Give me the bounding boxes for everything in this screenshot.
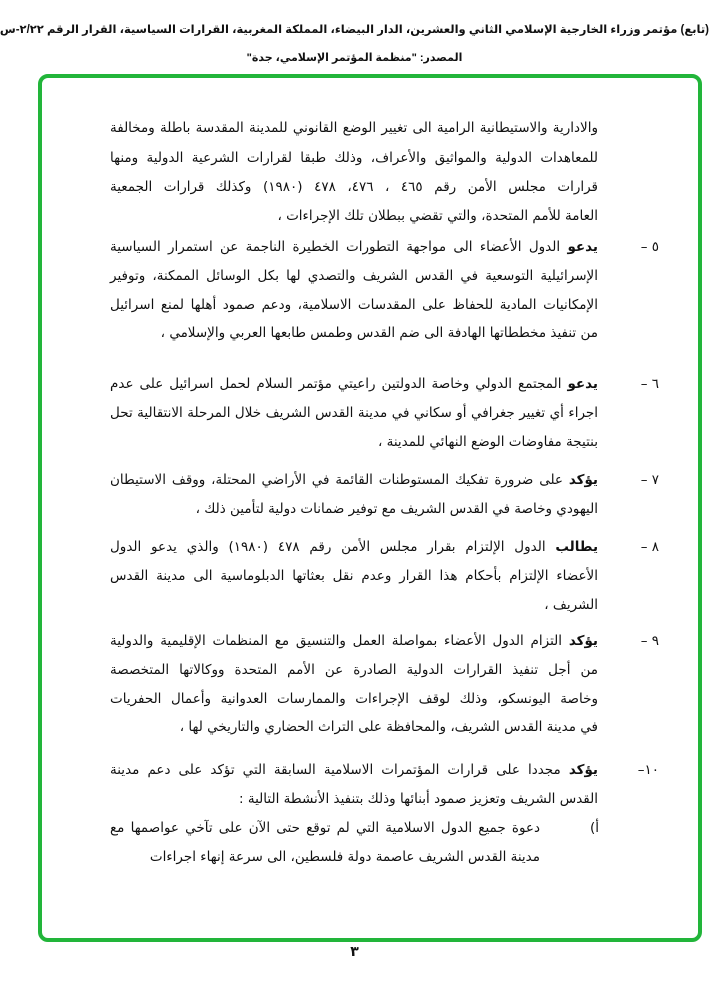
intro-line: للمعاهدات الدولية والمواثيق والأعراف، وذلك طبقا لقرارات الشرعية الدولية ومنها xyxy=(110,150,598,166)
document-source: المصدر: "منظمة المؤتمر الإسلامي، جدة" xyxy=(246,52,463,64)
item-text: الدول الأعضاء الى مواجهة التطورات الخطيرة الناجمة عن استمرار السياسية xyxy=(110,239,561,255)
item-line: الإمكانيات المادية للحفاظ على المقدسات الاسلامية، ودعم صمود أهلها لمنع اسرائيل xyxy=(110,297,598,313)
item-number: ٦ – xyxy=(640,376,659,392)
item-text: الدول الإلتزام بقرار مجلس الأمن رقم ٤٧٨ (١٩٨٠) والذي يدعو الدول xyxy=(110,539,546,555)
intro-line: قرارات مجلس الأمن رقم ٤٦٥ ، ٤٧٦، ٤٧٨ (١٩٨٠) وكذلك قرارات الجمعية xyxy=(110,179,598,195)
item-text: التزام الدول الأعضاء بمواصلة العمل والتنسيق مع المنظمات الإقليمية والدولية xyxy=(110,633,563,649)
item-line: من أجل تنفيذ القرارات الدولية الصادرة عن الأمم المتحدة ووكالاتها المتخصصة xyxy=(110,662,598,678)
document-header-title: (تابع) مؤتمر وزراء الخارجية الإسلامي الثاني والعشرين، الدار البيضاء، المملكة المغربية، القرارات السياسية، القرار الرقم ٢/٢٢-س xyxy=(0,24,709,36)
item-number: ١٠– xyxy=(637,762,659,778)
item-line: الشريف ، xyxy=(544,597,598,613)
item-line xyxy=(110,237,598,257)
item-line: اليهودي وخاصة في القدس الشريف مع توفير ضمانات دولية لتأمين ذلك ، xyxy=(195,501,598,517)
item-text: مجددا على قرارات المؤتمرات الاسلامية السابقة التي تؤكد على دعم مدينة xyxy=(110,762,561,778)
item-line xyxy=(110,374,598,394)
item-line: وخاصة اليونسكو، وذلك لوقف الإجراءات والممارسات العدوانية وأعمال الحفريات xyxy=(110,691,598,707)
item-line: الإسرائيلية التوسعية في القدس الشريف والتصدي لها بكل الوسائل الممكنة، وتوفير xyxy=(110,268,598,284)
item-line xyxy=(110,470,598,490)
item-line xyxy=(110,537,598,557)
item-line xyxy=(110,760,598,780)
item-text: المجتمع الدولي وخاصة الدولتين راعيتي مؤتمر السلام لحمل اسرائيل على عدم xyxy=(110,376,562,392)
item-line: الأعضاء الإلتزام بأحكام هذا القرار وعدم نقل بعثاتها الدبلوماسية الى مدينة القدس xyxy=(110,568,598,584)
item-text: على ضرورة تفكيك المستوطنات القائمة في الأراضي المحتلة، ووقف الاستيطان xyxy=(110,472,563,488)
sub-item-line: مدينة القدس الشريف عاصمة دولة فلسطين، الى سرعة إنهاء اجراءات xyxy=(149,849,540,865)
item-number: ٥ – xyxy=(640,239,659,255)
item-lead: يؤكد xyxy=(568,472,598,488)
intro-line: والادارية والاستيطانية الرامية الى تغيير الوضع القانوني للمدينة المقدسة باطلة ومخالفة xyxy=(110,120,598,136)
item-lead: يؤكد xyxy=(568,762,598,778)
item-lead: يدعو xyxy=(567,239,598,255)
item-number: ٨ – xyxy=(640,539,659,555)
intro-line: العامة للأمم المتحدة، والتي تقضي ببطلان تلك الإجراءات ، xyxy=(277,208,598,224)
item-lead: يؤكد xyxy=(568,633,598,649)
item-number: ٧ – xyxy=(640,472,659,488)
item-lead: يطالب xyxy=(555,539,599,555)
item-line: اجراء أي تغيير جغرافي أو سكاني في مدينة القدس الشريف خلال المرحلة الانتقالية تحل xyxy=(110,405,598,421)
item-line: القدس الشريف وتعزيز صمود أبنائها وذلك بتنفيذ الأنشطة التالية : xyxy=(239,791,598,807)
item-line xyxy=(110,631,598,651)
sub-item-marker: أ) xyxy=(589,820,599,836)
sub-item-line: دعوة جميع الدول الاسلامية التي لم توقع حتى الآن على تآخي عواصمها مع xyxy=(110,820,540,836)
page-number: ٣ xyxy=(350,944,359,960)
item-line: بنتيجة مفاوضات الوضع النهائي للمدينة ، xyxy=(377,434,598,450)
item-line: في مدينة القدس الشريف، والمحافظة على التراث الحضاري والتاريخي لها ، xyxy=(179,719,598,735)
item-number: ٩ – xyxy=(640,633,659,649)
item-line: من تنفيذ مخططاتها الهادفة الى ضم القدس وطمس طابعها العربي والإسلامي ، xyxy=(160,325,598,341)
item-lead: يدعو xyxy=(567,376,598,392)
